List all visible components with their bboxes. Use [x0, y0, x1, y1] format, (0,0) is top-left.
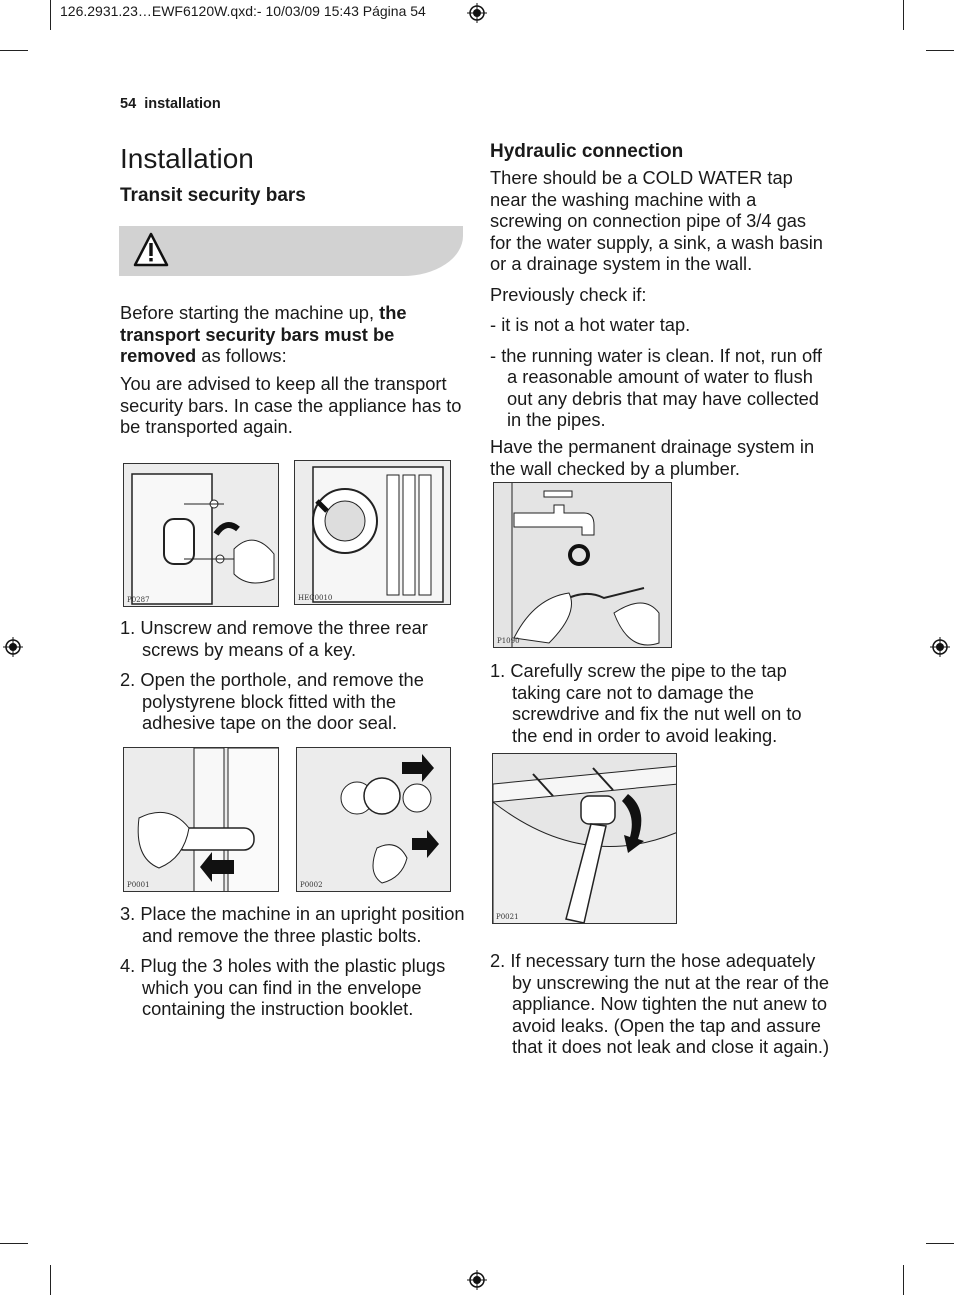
advice-paragraph: You are advised to keep all the transport security bars. In case the appliance has to be transported again.	[120, 373, 462, 437]
running-header	[120, 96, 221, 112]
check-text: it is not a hot water tap.	[501, 314, 691, 335]
crop-mark	[0, 1243, 28, 1244]
check-item	[490, 314, 830, 336]
print-slug: 126.2931.23…EWF6120W.qxd:- 10/03/09 15:43 Página 54	[60, 3, 426, 19]
step-item	[490, 950, 835, 1058]
check-intro: Previously check if:	[490, 284, 647, 305]
crop-mark	[50, 1265, 51, 1295]
step-item	[120, 617, 465, 660]
step-item	[490, 660, 830, 746]
figure-tap-connection	[493, 482, 672, 648]
step-number: 3.	[120, 903, 136, 924]
registration-mark-icon	[930, 637, 950, 657]
dash: -	[490, 314, 497, 335]
figure-code: P1090	[497, 637, 520, 645]
step-text: Unscrew and remove the three rear screws by means of a key.	[140, 617, 428, 660]
figure-code: P0001	[127, 881, 150, 889]
intro-suffix: as follows:	[196, 345, 287, 366]
step-number: 1.	[120, 617, 136, 638]
registration-mark-icon	[3, 637, 23, 657]
crop-mark	[926, 50, 954, 51]
crop-mark	[903, 1265, 904, 1295]
figure-plastic-plugs	[296, 747, 451, 892]
step-text: If necessary turn the hose adequately by unscrewing the nut at the rear of the appliance. Now tighten the nut anew to avoid leaks. (Open the tap and assure that it does not leak and close it again.)	[510, 950, 830, 1057]
tap-connection-illustration	[494, 483, 672, 648]
steps-3-4	[120, 903, 465, 1029]
hydraulic-step-1	[490, 660, 830, 755]
page-number: 54	[120, 96, 137, 112]
plumber-paragraph: Have the permanent drainage system in the wall checked by a plumber.	[490, 436, 815, 479]
step-text: Plug the 3 holes with the plastic plugs which you can find in the envelope containing the instruction booklet.	[140, 955, 446, 1019]
step-number: 4.	[120, 955, 136, 976]
step-number: 2.	[120, 669, 136, 690]
plastic-bolts-illustration	[124, 748, 279, 892]
crop-mark	[50, 0, 51, 30]
step-number: 2.	[490, 950, 506, 971]
figure-code: P0287	[127, 596, 150, 604]
porthole-illustration	[295, 461, 451, 605]
step-item	[120, 955, 465, 1020]
hydraulic-heading: Hydraulic connection	[490, 141, 684, 162]
hydraulic-step-2	[490, 950, 835, 1067]
figure-porthole	[294, 460, 451, 605]
step-text: Place the machine in an upright position and remove the three plastic bolts.	[140, 903, 465, 946]
figure-code: P0002	[300, 881, 323, 889]
intro-text: Before starting the machine up,	[120, 302, 380, 323]
check-item	[490, 345, 830, 431]
check-text: the running water is clean. If not, run off a reasonable amount of water to flush out any debris that may have collected in the pipes.	[501, 344, 822, 430]
plastic-plugs-illustration	[297, 748, 451, 892]
figure-plastic-bolts	[123, 747, 279, 892]
hose-rear-illustration	[493, 754, 677, 924]
figure-code: HEC0010	[298, 594, 333, 602]
transit-heading: Transit security bars	[120, 185, 306, 206]
warning-banner	[119, 226, 463, 276]
step-text: Open the porthole, and remove the polystyrene block fitted with the adhesive tape on the door seal.	[140, 669, 424, 733]
figure-rear-screws	[123, 463, 279, 607]
rear-screws-illustration	[124, 464, 279, 607]
step-item	[120, 903, 465, 946]
figure-code: P0021	[496, 913, 519, 921]
registration-mark-icon	[467, 1270, 487, 1290]
crop-mark	[926, 1243, 954, 1244]
cold-water-paragraph: There should be a COLD WATER tap near the washing machine with a screwing on connection pipe of 3/4 gas for the water supply, a sink, a wash basin or a drainage system in the wall.	[490, 167, 823, 274]
dash: -	[490, 344, 497, 366]
registration-mark-icon	[467, 3, 487, 23]
intro-paragraph	[120, 302, 465, 367]
figure-hose-rear	[492, 753, 677, 924]
crop-mark	[0, 50, 28, 51]
warning-triangle-icon	[131, 230, 171, 270]
page-title: Installation	[120, 143, 254, 174]
steps-1-2	[120, 617, 465, 743]
step-number: 1.	[490, 660, 506, 681]
check-list	[490, 314, 830, 440]
crop-mark	[903, 0, 904, 30]
step-item	[120, 669, 465, 734]
step-text: Carefully screw the pipe to the tap taking care not to damage the screwdrive and fix the nut well on to the end in order to avoid leaking.	[510, 660, 802, 746]
section-name: installation	[144, 96, 221, 112]
intro-bold: the transport security bars must be removed	[120, 302, 407, 366]
